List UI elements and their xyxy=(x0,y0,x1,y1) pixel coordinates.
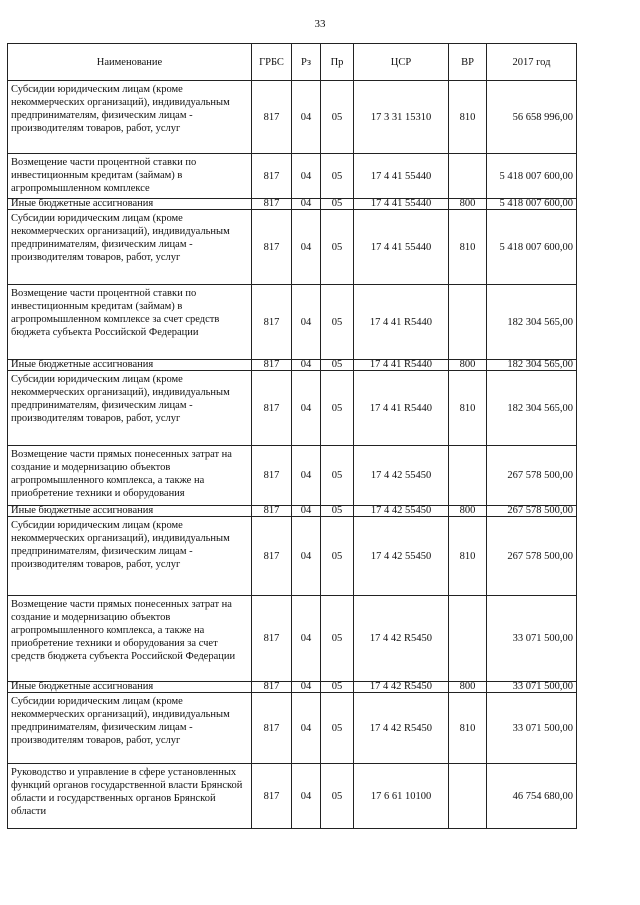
row-amount: 56 658 996,00 xyxy=(487,81,577,154)
row-csr: 17 4 42 55450 xyxy=(354,517,449,596)
header-grbs: ГРБС xyxy=(252,44,292,81)
row-amount: 33 071 500,00 xyxy=(487,596,577,682)
row-csr: 17 4 42 R5450 xyxy=(354,596,449,682)
row-csr: 17 4 41 R5440 xyxy=(354,371,449,446)
row-name: Субсидии юридическим лицам (кроме некоммерческих организаций), индивидуальным предпринимателям, физическим лицам - производителям товаров, работ, услуг xyxy=(8,693,252,764)
table-header-row xyxy=(8,44,577,81)
row-grbs: 817 xyxy=(252,517,292,596)
row-vr xyxy=(449,764,487,829)
row-name: Возмещение части прямых понесенных затрат на создание и модернизацию объектов агропромышленного комплекса, а также на приобретение техники и оборудования xyxy=(8,446,252,506)
row-name: Субсидии юридическим лицам (кроме некоммерческих организаций), индивидуальным предпринимателям, физическим лицам - производителям товаров, работ, услуг xyxy=(8,81,252,154)
row-pr: 05 xyxy=(321,371,354,446)
row-vr: 810 xyxy=(449,517,487,596)
row-amount: 5 418 007 600,00 xyxy=(487,199,577,210)
row-grbs: 817 xyxy=(252,199,292,210)
table-row xyxy=(8,446,577,506)
row-grbs: 817 xyxy=(252,360,292,371)
row-rz: 04 xyxy=(292,360,321,371)
row-grbs: 817 xyxy=(252,154,292,199)
row-rz: 04 xyxy=(292,285,321,360)
row-amount: 267 578 500,00 xyxy=(487,517,577,596)
row-rz: 04 xyxy=(292,764,321,829)
row-amount: 182 304 565,00 xyxy=(487,371,577,446)
row-vr xyxy=(449,596,487,682)
row-pr: 05 xyxy=(321,596,354,682)
table-row xyxy=(8,154,577,199)
row-rz: 04 xyxy=(292,596,321,682)
row-name: Иные бюджетные ассигнования xyxy=(8,199,252,210)
row-grbs: 817 xyxy=(252,446,292,506)
row-rz: 04 xyxy=(292,682,321,693)
row-rz: 04 xyxy=(292,210,321,285)
row-amount: 267 578 500,00 xyxy=(487,446,577,506)
row-grbs: 817 xyxy=(252,682,292,693)
row-rz: 04 xyxy=(292,506,321,517)
table-row xyxy=(8,360,577,371)
row-csr: 17 3 31 15310 xyxy=(354,81,449,154)
row-csr: 17 4 41 55440 xyxy=(354,154,449,199)
header-year: 2017 год xyxy=(487,44,577,81)
row-grbs: 817 xyxy=(252,506,292,517)
row-csr: 17 6 61 10100 xyxy=(354,764,449,829)
row-name: Иные бюджетные ассигнования xyxy=(8,682,252,693)
row-csr: 17 4 42 R5450 xyxy=(354,682,449,693)
row-vr: 800 xyxy=(449,199,487,210)
row-pr: 05 xyxy=(321,360,354,371)
row-grbs: 817 xyxy=(252,596,292,682)
row-pr: 05 xyxy=(321,506,354,517)
row-rz: 04 xyxy=(292,154,321,199)
table-row xyxy=(8,371,577,446)
row-csr: 17 4 41 R5440 xyxy=(354,285,449,360)
row-amount: 33 071 500,00 xyxy=(487,693,577,764)
row-name: Субсидии юридическим лицам (кроме некоммерческих организаций), индивидуальным предпринимателям, физическим лицам - производителям товаров, работ, услуг xyxy=(8,210,252,285)
row-name: Субсидии юридическим лицам (кроме некоммерческих организаций), индивидуальным предпринимателям, физическим лицам - производителям товаров, работ, услуг xyxy=(8,371,252,446)
row-name: Субсидии юридическим лицам (кроме некоммерческих организаций), индивидуальным предпринимателям, физическим лицам - производителям товаров, работ, услуг xyxy=(8,517,252,596)
row-name: Руководство и управление в сфере установленных функций органов государственной власти Брянской области и государственных органов Брянской области xyxy=(8,764,252,829)
row-pr: 05 xyxy=(321,764,354,829)
header-csr: ЦСР xyxy=(354,44,449,81)
row-csr: 17 4 41 55440 xyxy=(354,199,449,210)
row-pr: 05 xyxy=(321,517,354,596)
row-amount: 267 578 500,00 xyxy=(487,506,577,517)
header-pr: Пр xyxy=(321,44,354,81)
table-row xyxy=(8,693,577,764)
header-vr: ВР xyxy=(449,44,487,81)
row-grbs: 817 xyxy=(252,693,292,764)
row-grbs: 817 xyxy=(252,81,292,154)
table-row xyxy=(8,199,577,210)
row-vr: 800 xyxy=(449,506,487,517)
row-rz: 04 xyxy=(292,446,321,506)
table-row xyxy=(8,596,577,682)
row-pr: 05 xyxy=(321,199,354,210)
header-rz: Рз xyxy=(292,44,321,81)
row-rz: 04 xyxy=(292,517,321,596)
row-name: Возмещение части прямых понесенных затрат на создание и модернизацию объектов агропромышленного комплекса, а также на приобретение техники и оборудования за счет средств бюджета субъекта Российской Федерации xyxy=(8,596,252,682)
table-row xyxy=(8,517,577,596)
row-amount: 46 754 680,00 xyxy=(487,764,577,829)
row-grbs: 817 xyxy=(252,210,292,285)
row-name: Возмещение части процентной ставки по инвестиционным кредитам (займам) в агропромышленном комплексе xyxy=(8,154,252,199)
row-pr: 05 xyxy=(321,285,354,360)
row-amount: 182 304 565,00 xyxy=(487,360,577,371)
table-row xyxy=(8,506,577,517)
header-name: Наименование xyxy=(8,44,252,81)
row-csr: 17 4 42 R5450 xyxy=(354,693,449,764)
row-csr: 17 4 41 R5440 xyxy=(354,360,449,371)
row-grbs: 817 xyxy=(252,285,292,360)
row-grbs: 817 xyxy=(252,371,292,446)
budget-table xyxy=(7,43,577,829)
row-csr: 17 4 42 55450 xyxy=(354,446,449,506)
row-csr: 17 4 41 55440 xyxy=(354,210,449,285)
row-vr: 810 xyxy=(449,693,487,764)
row-pr: 05 xyxy=(321,693,354,764)
row-csr: 17 4 42 55450 xyxy=(354,506,449,517)
row-vr xyxy=(449,285,487,360)
row-pr: 05 xyxy=(321,154,354,199)
row-pr: 05 xyxy=(321,446,354,506)
row-vr xyxy=(449,154,487,199)
row-amount: 5 418 007 600,00 xyxy=(487,210,577,285)
row-vr: 810 xyxy=(449,210,487,285)
row-vr: 810 xyxy=(449,81,487,154)
table-row xyxy=(8,81,577,154)
row-grbs: 817 xyxy=(252,764,292,829)
row-vr xyxy=(449,446,487,506)
row-name: Иные бюджетные ассигнования xyxy=(8,506,252,517)
row-amount: 5 418 007 600,00 xyxy=(487,154,577,199)
row-vr: 800 xyxy=(449,360,487,371)
row-rz: 04 xyxy=(292,693,321,764)
row-name: Иные бюджетные ассигнования xyxy=(8,360,252,371)
row-rz: 04 xyxy=(292,371,321,446)
row-rz: 04 xyxy=(292,81,321,154)
row-pr: 05 xyxy=(321,682,354,693)
table-row xyxy=(8,285,577,360)
row-amount: 33 071 500,00 xyxy=(487,682,577,693)
table-row xyxy=(8,764,577,829)
row-amount: 182 304 565,00 xyxy=(487,285,577,360)
row-vr: 800 xyxy=(449,682,487,693)
row-pr: 05 xyxy=(321,81,354,154)
row-rz: 04 xyxy=(292,199,321,210)
table-row xyxy=(8,210,577,285)
row-pr: 05 xyxy=(321,210,354,285)
row-name: Возмещение части процентной ставки по инвестиционным кредитам (займам) в агропромышленном комплексе за счет средств бюджета субъекта Российской Федерации xyxy=(8,285,252,360)
table-row xyxy=(8,682,577,693)
row-vr: 810 xyxy=(449,371,487,446)
page-number: 33 xyxy=(314,18,326,30)
